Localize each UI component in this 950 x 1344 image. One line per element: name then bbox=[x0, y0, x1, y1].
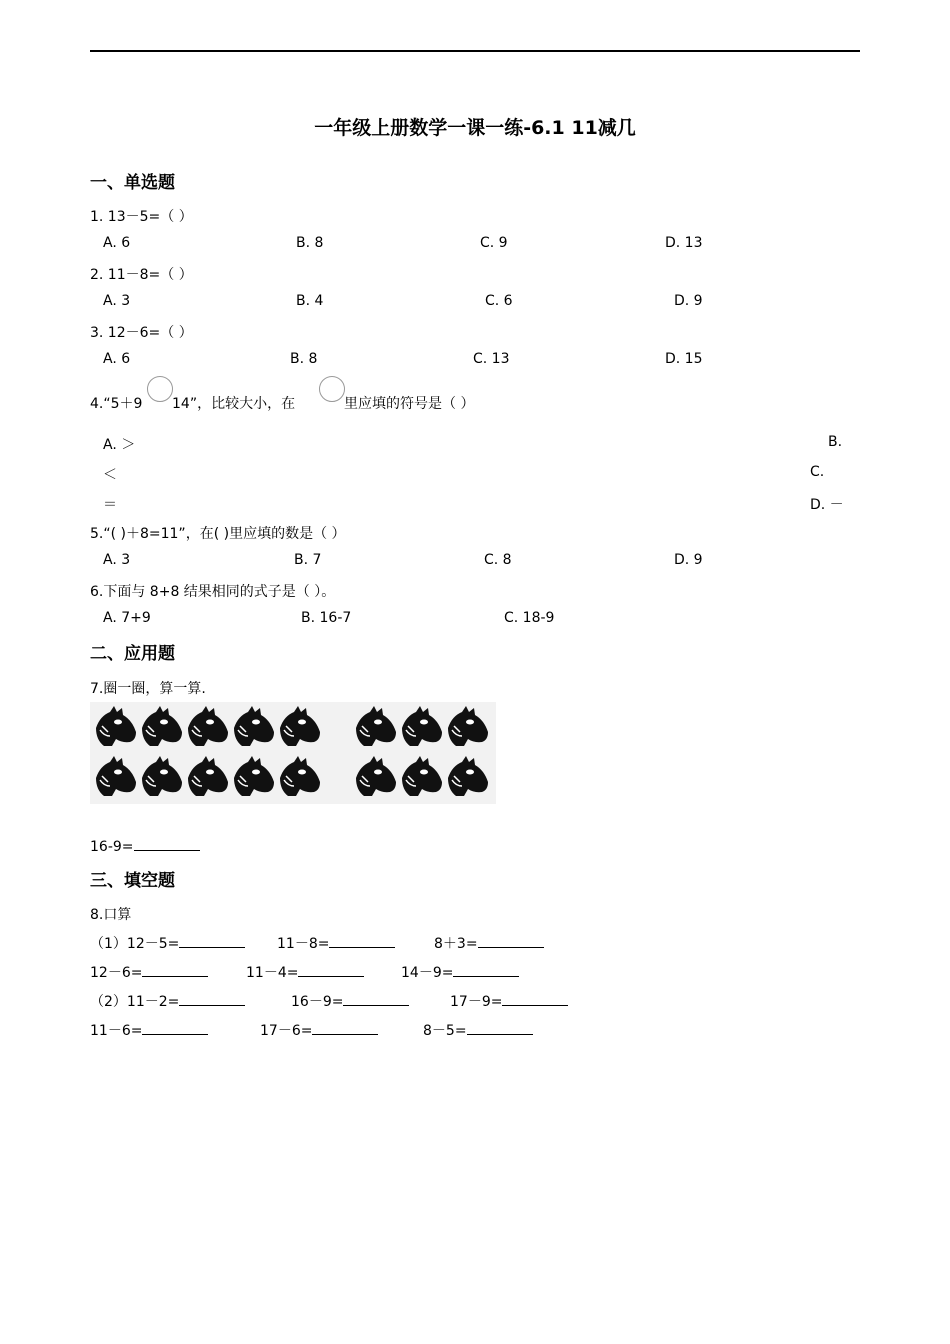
q3-option-a: A. 6 bbox=[103, 351, 131, 367]
q2-stem: 2. 11－8=（ ） bbox=[90, 267, 193, 283]
horse-head-icon bbox=[142, 756, 182, 796]
q3-option-b: B. 8 bbox=[290, 351, 318, 367]
q5-option-d: D. 9 bbox=[674, 552, 703, 568]
answer-blank[interactable] bbox=[142, 962, 208, 977]
q2-option-b: B. 4 bbox=[296, 293, 324, 309]
q4-option-d: D. － bbox=[810, 497, 844, 513]
answer-blank[interactable] bbox=[179, 933, 245, 948]
q1-option-a: A. 6 bbox=[103, 235, 131, 251]
mental-math-item: （1）12－5= bbox=[90, 933, 245, 953]
horse-head-icon bbox=[402, 756, 442, 796]
horse-head-icon bbox=[142, 706, 182, 746]
q4-option-c: C. bbox=[810, 464, 825, 480]
q4-stem-part3: 里应填的符号是（ ） bbox=[344, 396, 475, 412]
horse-head-icon bbox=[280, 706, 320, 746]
mental-math-item: 14－9= bbox=[401, 962, 519, 982]
answer-blank[interactable] bbox=[134, 836, 200, 851]
q6-option-b: B. 16-7 bbox=[301, 610, 352, 626]
section-heading-fill-in: 三、填空题 bbox=[90, 871, 175, 891]
horse-head-icon bbox=[448, 706, 488, 746]
mental-math-item: （2）11－2= bbox=[90, 991, 245, 1011]
q5-option-a: A. 3 bbox=[103, 552, 131, 568]
q6-stem: 6.下面与 8+8 结果相同的式子是（ ）。 bbox=[90, 584, 336, 600]
q4-stem-part1: 4.“5＋9 bbox=[90, 396, 143, 412]
section-heading-single-choice: 一、单选题 bbox=[90, 173, 175, 193]
q3-stem: 3. 12－6=（ ） bbox=[90, 325, 193, 341]
mental-math-item: 8－5= bbox=[423, 1020, 533, 1040]
section-heading-application: 二、应用题 bbox=[90, 644, 175, 664]
answer-blank[interactable] bbox=[312, 1020, 378, 1035]
horse-head-icon bbox=[448, 756, 488, 796]
q7-answer-label: 16-9= bbox=[90, 839, 134, 855]
q3-option-d: D. 15 bbox=[665, 351, 703, 367]
mental-math-item: 8＋3= bbox=[434, 933, 544, 953]
q1-stem: 1. 13－5=（ ） bbox=[90, 209, 193, 225]
horse-head-icon bbox=[188, 706, 228, 746]
q5-option-c: C. 8 bbox=[484, 552, 512, 568]
answer-blank[interactable] bbox=[502, 991, 568, 1006]
mental-math-item: 11－6= bbox=[90, 1020, 208, 1040]
answer-blank[interactable] bbox=[179, 991, 245, 1006]
answer-blank[interactable] bbox=[467, 1020, 533, 1035]
answer-blank[interactable] bbox=[453, 962, 519, 977]
q8-stem: 8.口算 bbox=[90, 907, 132, 923]
horse-heads-illustration bbox=[90, 702, 496, 804]
answer-blank[interactable] bbox=[298, 962, 364, 977]
q4-option-c-symbol: ＝ bbox=[103, 497, 117, 513]
q2-option-a: A. 3 bbox=[103, 293, 131, 309]
mental-math-item: 16－9= bbox=[291, 991, 409, 1011]
q3-option-c: C. 13 bbox=[473, 351, 510, 367]
horse-head-icon bbox=[96, 756, 136, 796]
q6-option-c: C. 18-9 bbox=[504, 610, 555, 626]
answer-blank[interactable] bbox=[478, 933, 544, 948]
answer-blank[interactable] bbox=[329, 933, 395, 948]
answer-blank[interactable] bbox=[142, 1020, 208, 1035]
page-title: 一年级上册数学一课一练-6.1 11减几 bbox=[314, 117, 636, 139]
q1-option-b: B. 8 bbox=[296, 235, 324, 251]
q5-option-b: B. 7 bbox=[294, 552, 322, 568]
mental-math-item: 17－6= bbox=[260, 1020, 378, 1040]
top-rule bbox=[90, 50, 860, 52]
q5-stem: 5.“( )＋8=11”，在( )里应填的数是（ ） bbox=[90, 526, 346, 542]
mental-math-item: 12－6= bbox=[90, 962, 208, 982]
horse-head-icon bbox=[356, 756, 396, 796]
horse-head-icon bbox=[280, 756, 320, 796]
q7-stem: 7.圈一圈，算一算. bbox=[90, 681, 206, 697]
mental-math-item: 11－4= bbox=[246, 962, 364, 982]
q4-stem-part2: 14”，比较大小，在 bbox=[172, 396, 296, 412]
q4-option-b-symbol: ＜ bbox=[103, 467, 117, 483]
horse-head-icon bbox=[234, 756, 274, 796]
horse-head-icon bbox=[356, 706, 396, 746]
q7-answer-line bbox=[90, 836, 200, 855]
comparison-circle bbox=[147, 376, 173, 402]
horse-head-icon bbox=[96, 706, 136, 746]
answer-blank[interactable] bbox=[343, 991, 409, 1006]
comparison-circle bbox=[319, 376, 345, 402]
horse-head-icon bbox=[402, 706, 442, 746]
horse-head-icon bbox=[188, 756, 228, 796]
q4-option-b: B. bbox=[828, 434, 843, 450]
q1-option-d: D. 13 bbox=[665, 235, 703, 251]
horse-head-icon bbox=[234, 706, 274, 746]
mental-math-item: 11－8= bbox=[277, 933, 395, 953]
q2-option-d: D. 9 bbox=[674, 293, 703, 309]
mental-math-item: 17－9= bbox=[450, 991, 568, 1011]
q4-option-a: A. ＞ bbox=[103, 437, 136, 453]
q1-option-c: C. 9 bbox=[480, 235, 508, 251]
q2-option-c: C. 6 bbox=[485, 293, 513, 309]
q6-option-a: A. 7+9 bbox=[103, 610, 151, 626]
